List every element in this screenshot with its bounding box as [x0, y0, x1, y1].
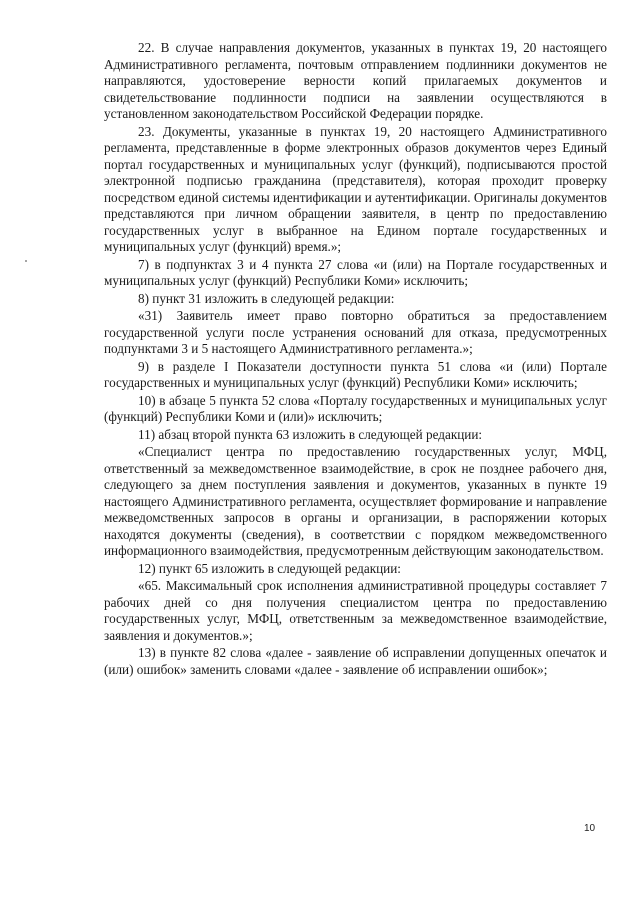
- paragraph-23: 23. Документы, указанные в пунктах 19, 20 настоящего Административного регламента, представленные в форме электронных образов документов через Единый портал государственных и муниципальных услуг (функций), подписываются простой электронной подписью гражданина (представителя), которая проходит проверку посредством единой системы идентификации и аутентификации. Оригиналы документов представляются при личном обращении заявителя, в центр по предоставлению государственных услуг в выбранное на Едином портале государственных и муниципальных услуг (функций) время.»;: [104, 123, 607, 254]
- paragraph-quote-31: «31) Заявитель имеет право повторно обратиться за предоставлением государственной услуги после устранения оснований для отказа, предусмотренных подпунктами 3 и 5 настоящего Административного регламента.»;: [104, 308, 607, 356]
- paragraph-quote-65: «65. Максимальный срок исполнения административной процедуры составляет 7 рабочих дней со дня получения специалистом центра по предоставлению государственных услуг, МФЦ, ответственным за межведомственное взаимодействие, заявления и документов.»;: [104, 578, 607, 643]
- paragraph-item-11: 11) абзац второй пункта 63 изложить в следующей редакции:: [138, 426, 483, 442]
- scan-speck: [25, 260, 27, 262]
- page-number: 10: [584, 823, 596, 834]
- paragraph-item-7: 7) в подпунктах 3 и 4 пункта 27 слова «и (или) на Портале государственных и муниципальных услуг (функций) Республики Коми» исключить;: [104, 256, 607, 288]
- paragraph-22: 22. В случае направления документов, указанных в пунктах 19, 20 настоящего Административного регламента, почтовым отправлением подлинники документов не направляются, удостоверение верности копий прилагаемых документов и свидетельствование подлинности подписи на заявлении осуществляются в установленном законодательством Российской Федерации порядке.: [104, 40, 607, 121]
- paragraph-item-9: 9) в разделе I Показатели доступности пункта 51 слова «и (или) Портале государственных и муниципальных услуг (функций) Республики Коми» исключить;: [104, 358, 607, 390]
- paragraph-item-13: 13) в пункте 82 слова «далее - заявление об исправлении допущенных опечаток и (или) ошибок» заменить словами «далее - заявление об исправлении ошибок»;: [104, 645, 607, 677]
- paragraph-quote-specialist: «Специалист центра по предоставлению государственных услуг, МФЦ, ответственный за межведомственное взаимодействие, в срок не позднее рабочего дня, следующего за днем поступления заявления и документов, указанных в пункте 19 настоящего Административного регламента, осуществляет формирование и направление межведомственных запросов в органы и организации, в распоряжении которых находятся документы (сведения), в соответствии с порядком межведомственного информационного взаимодействия, предусмотренным действующим законодательством.: [104, 444, 607, 558]
- paragraph-item-12: 12) пункт 65 изложить в следующей редакции:: [138, 560, 401, 576]
- paragraph-item-10: 10) в абзаце 5 пункта 52 слова «Порталу государственных и муниципальных услуг (функций) Республики Коми и (или)» исключить;: [104, 392, 607, 424]
- paragraph-item-8: 8) пункт 31 изложить в следующей редакции:: [138, 290, 395, 306]
- document-body: [104, 40, 607, 679]
